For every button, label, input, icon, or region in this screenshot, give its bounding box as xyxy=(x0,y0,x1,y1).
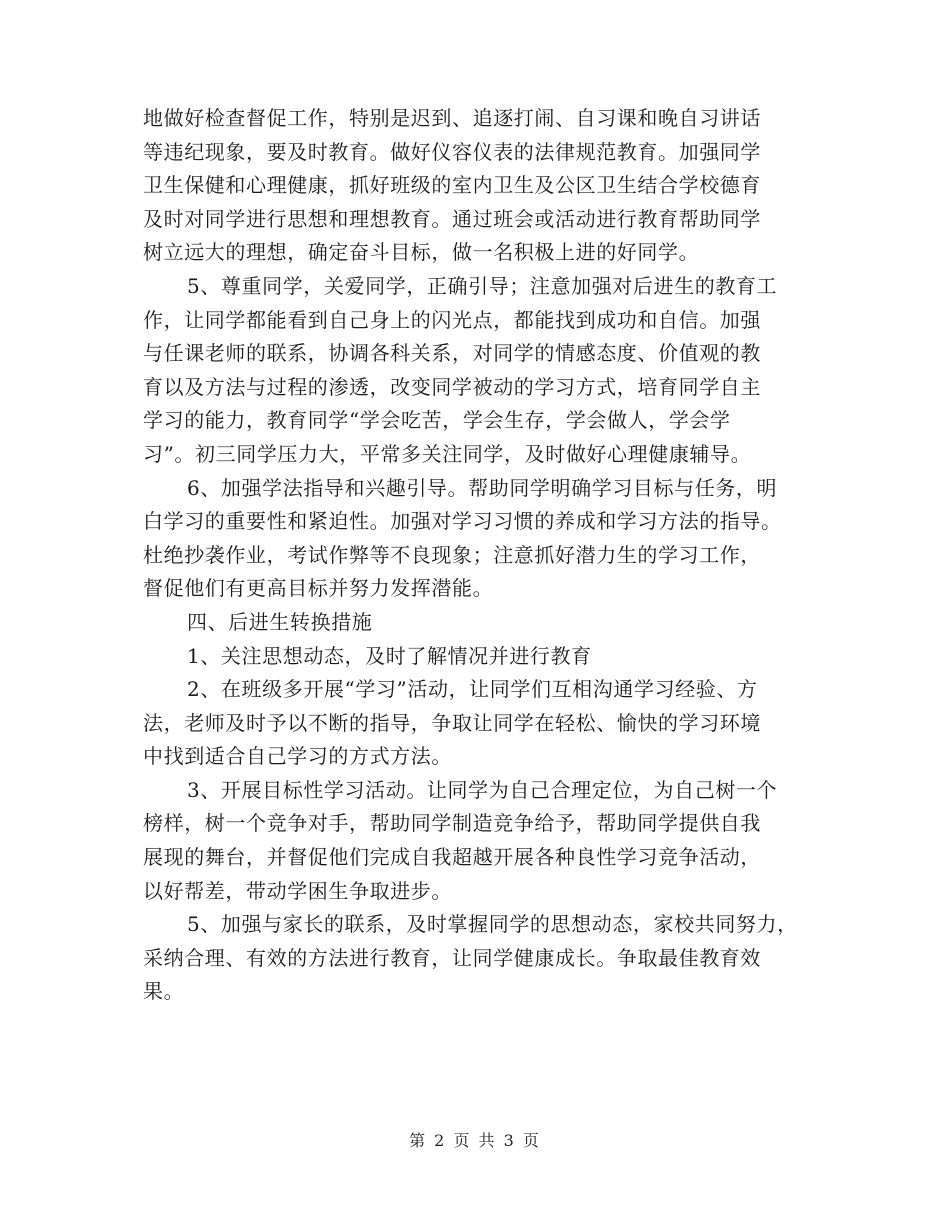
document-body xyxy=(143,102,823,1009)
text-line: 中找到适合自己学习的方式方法。 xyxy=(143,744,452,769)
text-line: 1、关注思想动态，及时了解情况并进行教育 xyxy=(187,643,592,668)
text-line: 6、加强学法指导和兴趣引导。帮助同学明确学习目标与任务，明 xyxy=(187,475,778,500)
text-line: 3、开展目标性学习活动。让同学为自己合理定位，为自己树一个 xyxy=(187,777,778,802)
text-line: 等违纪现象，要及时教育。做好仪容仪表的法律规范教育。加强同学 xyxy=(143,139,761,164)
page-number-footer: 第 2 页 共 3 页 xyxy=(409,1131,541,1150)
text-line: 榜样，树一个竞争对手，帮助同学制造竞争给予，帮助同学提供自我 xyxy=(143,811,761,836)
text-line: 及时对同学进行思想和理想教育。通过班会或活动进行教育帮助同学 xyxy=(143,206,761,231)
text-line: 树立远大的理想，确定奋斗目标，做一名积极上进的好同学。 xyxy=(143,240,700,265)
text-line: 以好帮差，带动学困生争取进步。 xyxy=(143,878,452,903)
text-line: 作，让同学都能看到自己身上的闪光点，都能找到成功和自信。加强 xyxy=(143,307,761,332)
text-line: 卫生保健和心理健康，抓好班级的室内卫生及公区卫生结合学校德育 xyxy=(143,173,761,198)
text-line: 杜绝抄袭作业，考试作弊等不良现象；注意抓好潜力生的学习工作， xyxy=(143,542,761,567)
text-line: 白学习的重要性和紧迫性。加强对学习习惯的养成和学习方法的指导。 xyxy=(143,509,782,534)
text-line: 5、尊重同学，关爱同学，正确引导；注意加强对后进生的教育工 xyxy=(187,273,778,298)
text-line: 督促他们有更高目标并努力发挥潜能。 xyxy=(143,576,494,601)
text-line: 2、在班级多开展“学习”活动，让同学们互相沟通学习经验、方 xyxy=(187,677,758,702)
text-line: 育以及方法与过程的渗透，改变同学被动的学习方式，培育同学自主 xyxy=(143,374,761,399)
text-line: 习”。初三同学压力大，平常多关注同学，及时做好心理健康辅导。 xyxy=(143,441,752,466)
text-line: 法，老师及时予以不断的指导，争取让同学在轻松、愉快的学习环境 xyxy=(143,710,761,735)
text-line: 学习的能力，教育同学“学会吃苦，学会生存，学会做人，学会学 xyxy=(143,408,731,433)
text-line: 四、后进生转换措施 xyxy=(187,609,373,634)
text-line: 果。 xyxy=(143,979,185,1004)
text-line: 展现的舞台，并督促他们完成自我超越开展各种良性学习竞争活动， xyxy=(143,845,761,870)
text-line: 地做好检查督促工作，特别是迟到、追逐打闹、自习课和晚自习讲话 xyxy=(143,106,761,130)
text-line: 与任课老师的联系，协调各科关系，对同学的情感态度、价值观的教 xyxy=(143,341,761,366)
text-line: 5、加强与家长的联系，及时掌握同学的思想动态，家校共同努力， xyxy=(187,912,798,937)
text-line: 采纳合理、有效的方法进行教育，让同学健康成长。争取最佳教育效 xyxy=(143,945,761,970)
